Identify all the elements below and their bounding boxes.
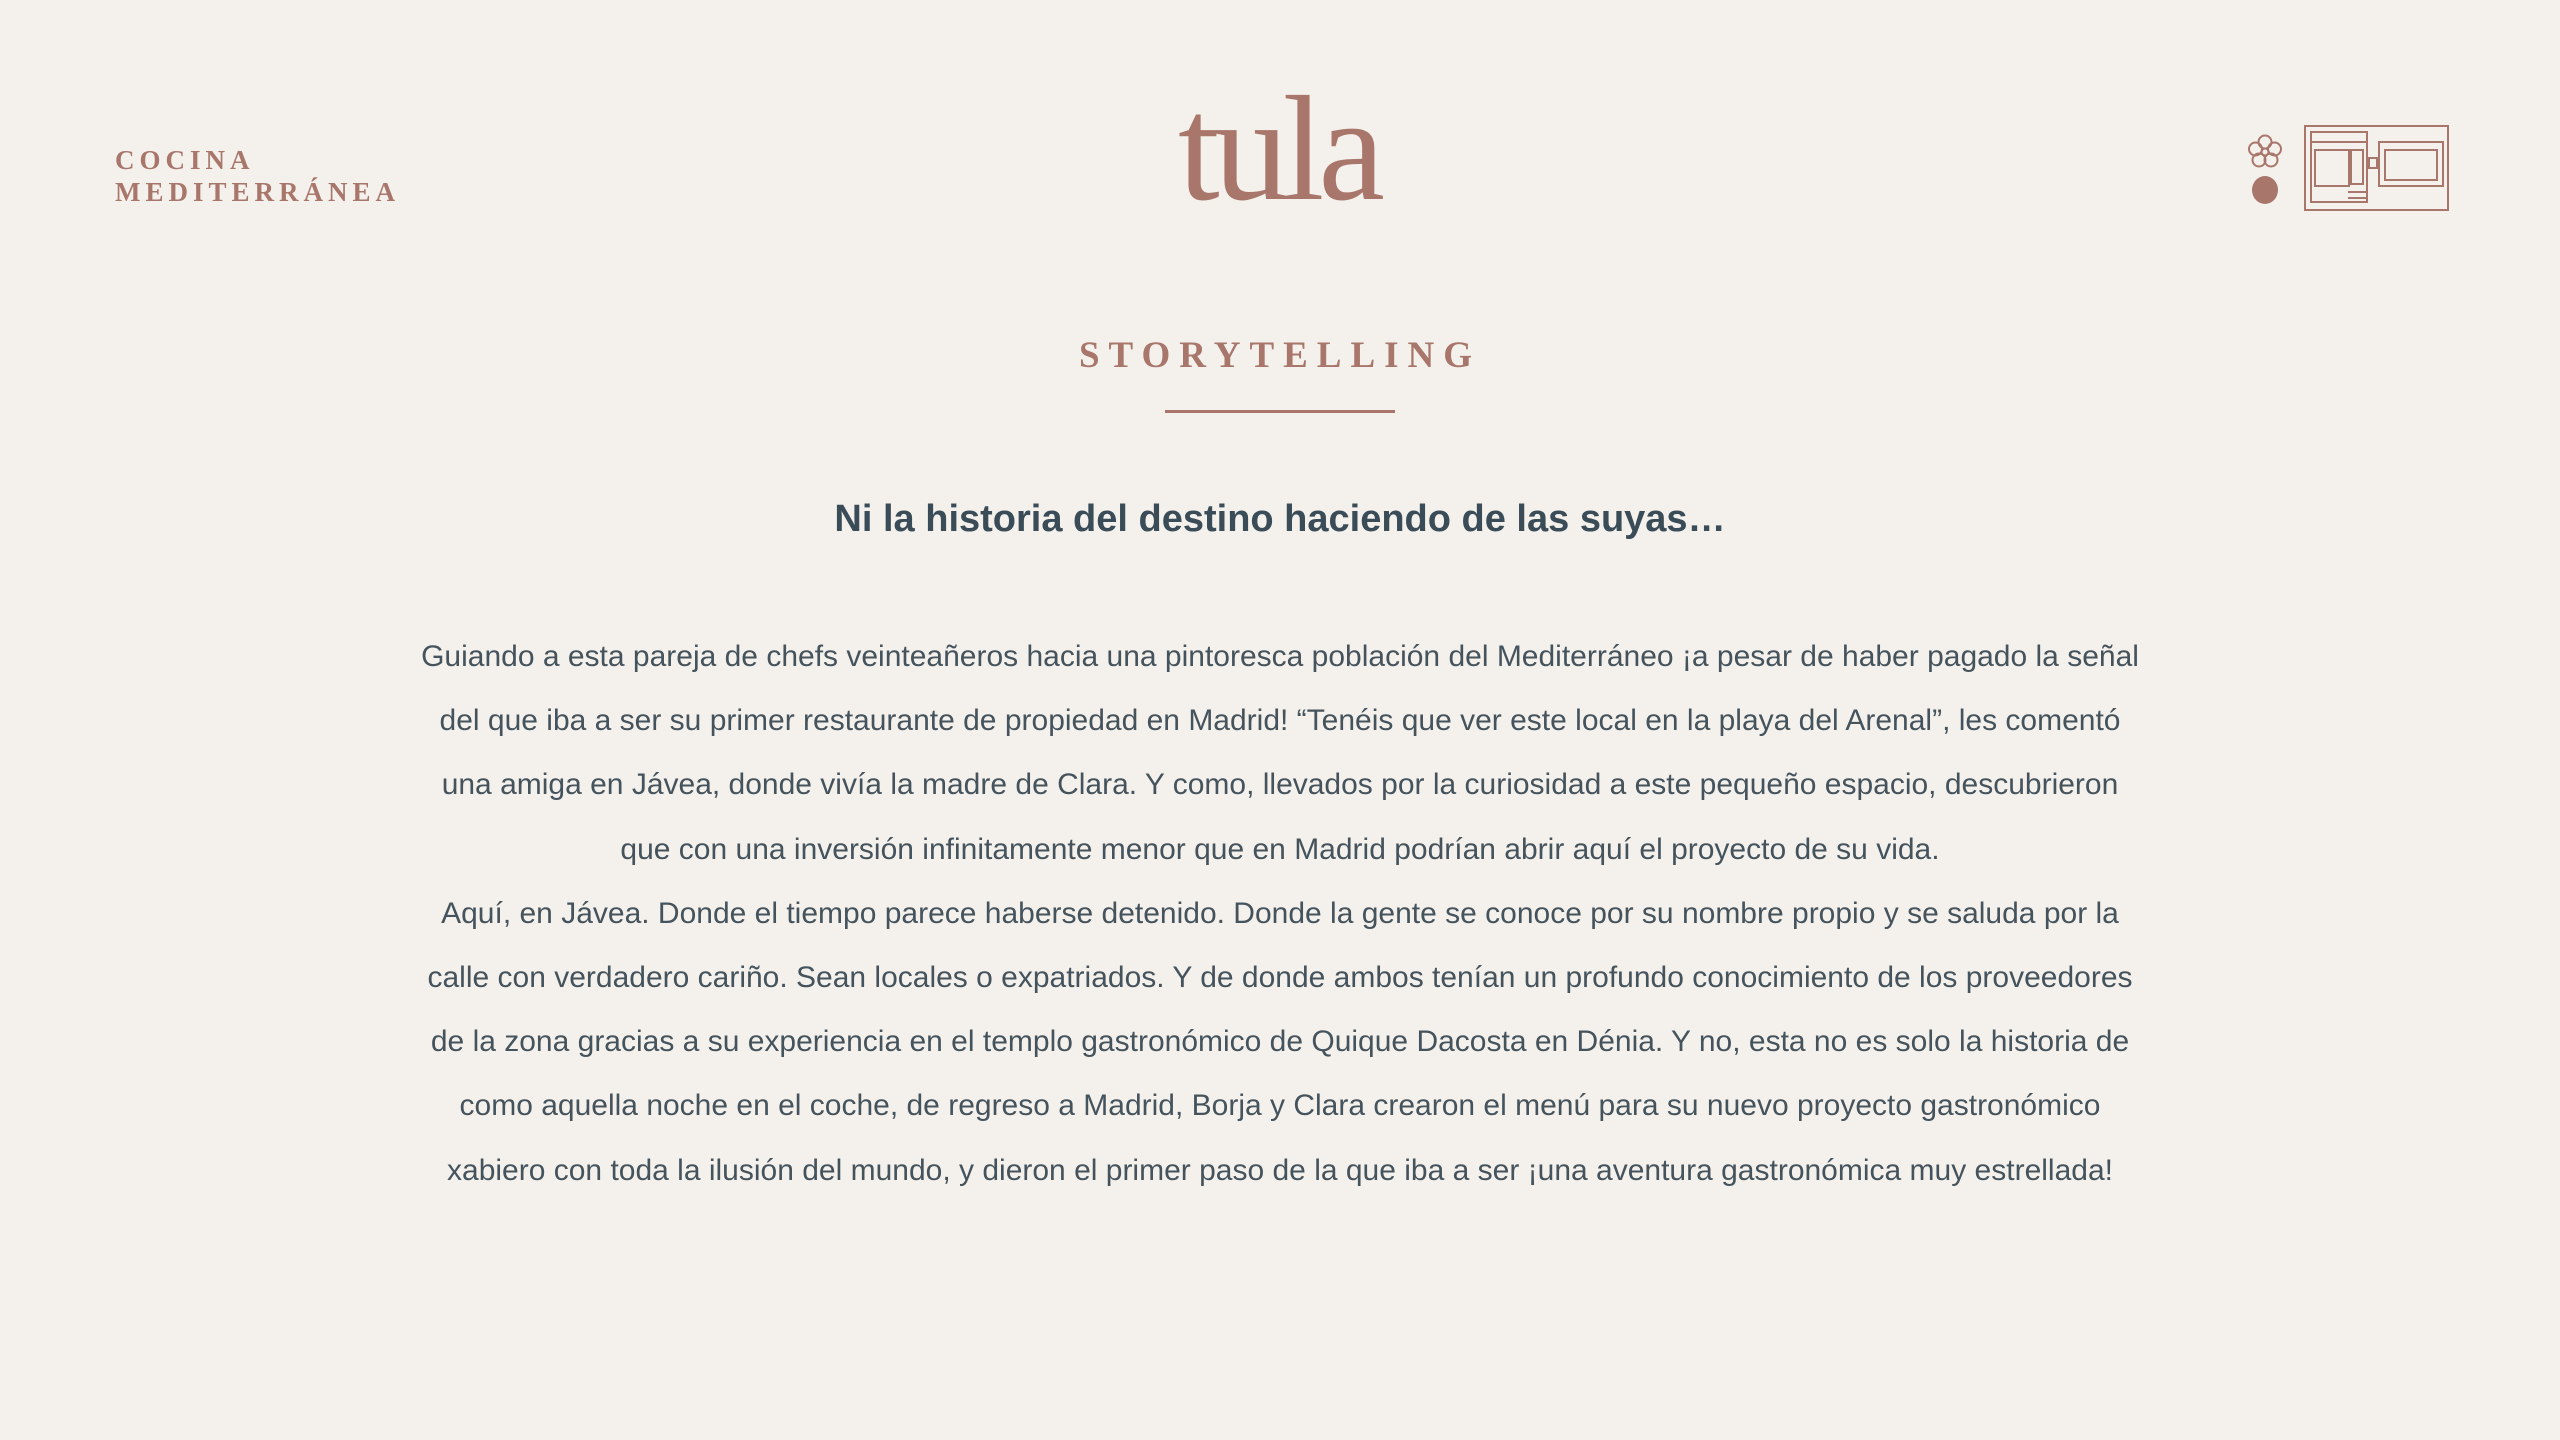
header-nav <box>2245 124 2450 214</box>
flower-icon[interactable] <box>2245 132 2285 172</box>
dot-icon[interactable] <box>2252 176 2278 204</box>
tagline-line-2: MEDITERRÁNEA <box>115 177 401 207</box>
section-eyebrow: STORYTELLING <box>1078 335 1482 376</box>
story-paragraph-2: Aquí, en Jávea. Donde el tiempo parece haberse detenido. Donde la gente se conoce por su nombre propio y se saluda por la calle con verdadero cariño. Sean locales o expatriados. Y de donde ambos tenían un profundo conocimiento de los proveedores de la zona gracias a su experiencia en el templo gastronómico de Quique Dacosta en Dénia. Y no, esta no es solo la historia de como aquella noche en el coche, de regreso a Madrid, Borja y Clara crearon el menú para su nuevo proyecto gastronómico xabiero con toda la ilusión del mundo, y dieron el primer paso de la que iba a ser ¡una aventura gastronómica muy estrellada! <box>427 896 2133 1187</box>
site-header <box>0 0 2560 260</box>
story-body <box>420 625 2140 1203</box>
floorplan-icon[interactable] <box>2303 124 2450 212</box>
eyebrow-divider <box>1165 410 1395 413</box>
brand-tagline <box>115 144 400 208</box>
tagline-line-1: COCINA <box>115 145 255 175</box>
story-headline: Ni la historia del destino haciendo de las suyas… <box>834 498 1726 540</box>
story-paragraph-1: Guiando a esta pareja de chefs veinteañeros hacia una pintoresca población del Mediterráneo ¡a pesar de haber pagado la señal del que iba a ser su primer restaurante de propiedad en Madrid! “Tenéis que ver este local en la playa del Arenal”, les comentó una amiga en Jávea, donde vivía la madre de Clara. Y como, llevados por la curiosidad a este pequeño espacio, descubrieron que con una inversión infinitamente menor que en Madrid podrían abrir aquí el proyecto de su vida. <box>421 640 2139 866</box>
tula-logo[interactable]: tula <box>1178 66 1379 232</box>
